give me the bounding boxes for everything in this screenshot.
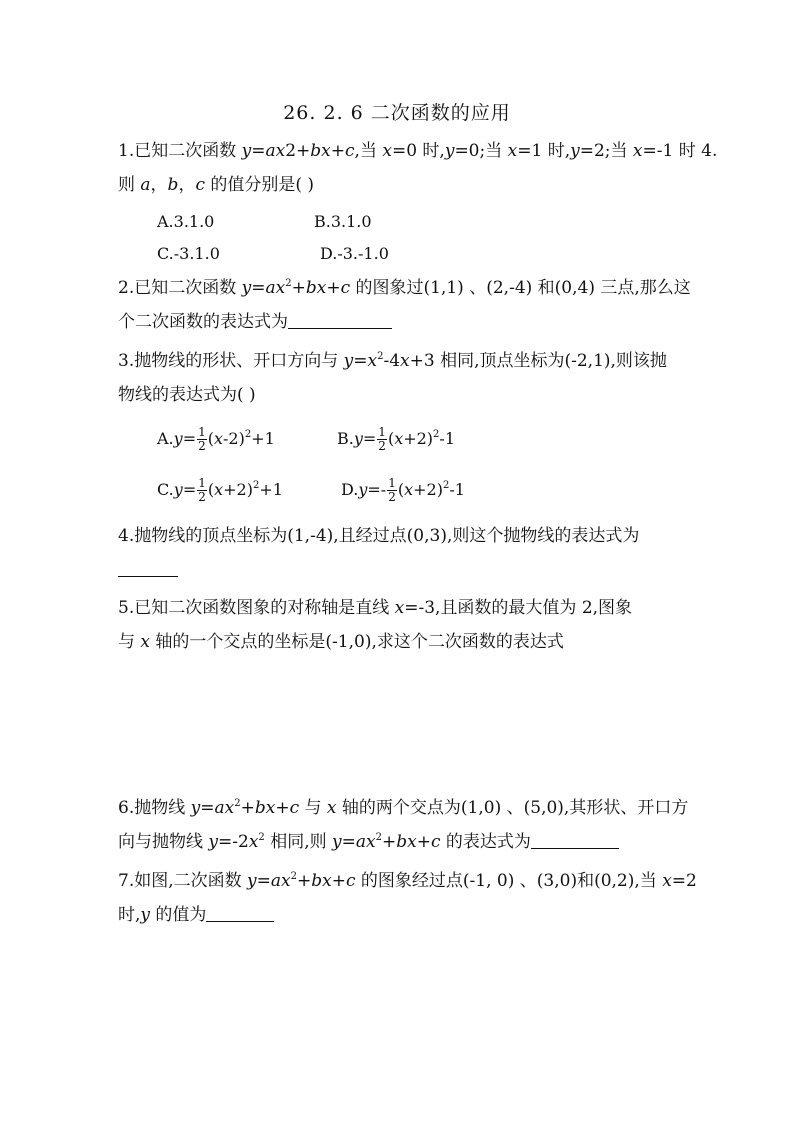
question-2-line-2: 个二次函数的表达式为	[118, 310, 392, 334]
question-7-line-1: 7.如图,二次函数 $y=ax^2+bx+c$ 的图象经过点(-1, 0) 、(3,0)和(0,2),当 x=2	[118, 871, 697, 891]
page-title: 26. 2. 6 二次函数的应用	[283, 102, 511, 124]
answer-blank[interactable]	[206, 903, 274, 922]
fraction-one-half: $\frac{1}{2}$	[198, 425, 206, 453]
question-3-option-c: C.y= $\frac{1}{2}$ $(x+2)^2+1$	[157, 476, 283, 504]
answer-blank[interactable]	[531, 830, 619, 849]
fraction-one-half: $\frac{1}{2}$	[378, 425, 386, 453]
question-3-line-1: 3.抛物线的形状、开口方向与 $y=x^2-4x+3$ 相同,顶点坐标为(-2,1),则该抛	[118, 351, 667, 371]
question-4-line-1: 4.抛物线的顶点坐标为(1,-4),且经过点(0,3),则这个抛物线的表达式为	[118, 526, 640, 546]
question-5-line-1: 5.已知二次函数图象的对称轴是直线 x=-3,且函数的最大值为 2,图象	[118, 598, 633, 618]
fraction-one-half: $\frac{1}{2}$	[388, 476, 396, 504]
answer-blank[interactable]	[118, 558, 178, 577]
question-1-option-d: D.-3.-1.0	[320, 244, 389, 263]
question-3-option-d: D.y=- $\frac{1}{2}$ $(x+2)^2-1$	[341, 476, 465, 504]
question-5-line-2: 与 x 轴的一个交点的坐标是(-1,0),求这个二次函数的表达式	[118, 632, 564, 652]
question-4-line-2	[118, 558, 178, 582]
question-3-option-b: B.y= $\frac{1}{2}$ $(x+2)^2-1$	[337, 425, 456, 453]
answer-blank[interactable]	[288, 310, 392, 329]
question-1-line-1: 1.已知二次函数 y=ax2+bx+c,当 x=0 时,y=0;当 x=1 时,y=2;当 x=-1 时 4.	[118, 141, 718, 161]
question-1-option-b: B.3.1.0	[314, 212, 372, 231]
question-6-line-1: 6.抛物线 $y=ax^2+bx+c$ 与 x 轴的两个交点为(1,0) 、(5,0),其形状、开口方	[118, 798, 689, 818]
question-3-line-2: 物线的表达式为( )	[118, 385, 256, 405]
fraction-one-half: $\frac{1}{2}$	[198, 476, 206, 504]
question-7-line-2: 时,y 的值为	[118, 903, 274, 927]
question-3-option-a: A.y= $\frac{1}{2}$ $(x-2)^2+1$	[157, 425, 275, 453]
question-1-option-c: C.-3.1.0	[157, 244, 220, 263]
question-6-line-2: 向与抛物线 $y=-2x^2$ 相同,则 $y=ax^2+bx+c$ 的表达式为	[118, 830, 619, 854]
question-1-option-a: A.3.1.0	[157, 212, 215, 231]
question-1-line-2: 则 a，b，c 的值分别是( )	[118, 175, 315, 195]
question-2-line-1: 2.已知二次函数 $y=ax^2+bx+c$ 的图象过(1,1) 、(2,-4) 和(0,4) 三点,那么这	[118, 278, 691, 298]
